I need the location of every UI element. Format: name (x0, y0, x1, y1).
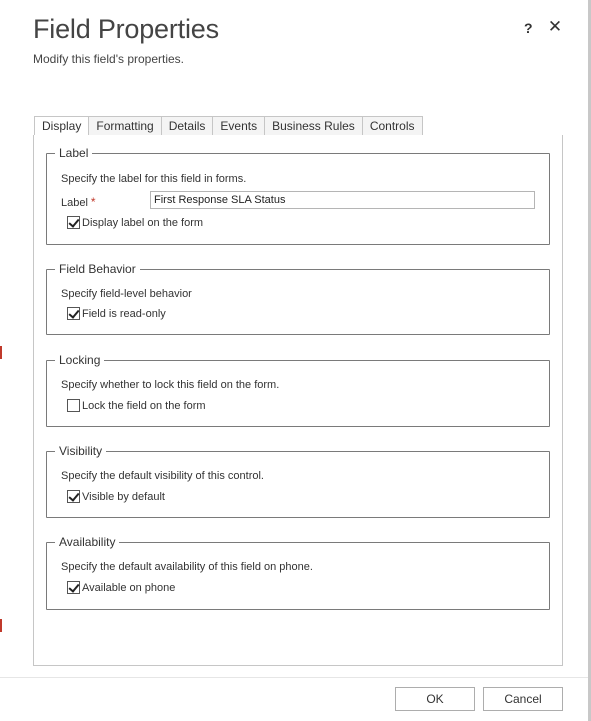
group-availability (46, 535, 550, 610)
dialog-subtitle: Modify this field's properties. (33, 52, 185, 66)
group-description: Specify whether to lock this field on the form. (61, 379, 280, 391)
group-legend: Field Behavior (55, 261, 140, 277)
dialog-title: Field Properties (33, 14, 219, 44)
label-field-text: Label (61, 197, 88, 209)
group-legend: Locking (55, 352, 104, 368)
display-label-checkbox-row (67, 216, 203, 229)
tab-details[interactable]: Details (162, 116, 214, 136)
read-only-checkbox-label[interactable]: Field is read-only (82, 307, 166, 320)
tab-formatting[interactable]: Formatting (89, 116, 161, 136)
label-text-input[interactable] (150, 191, 535, 209)
group-field-behavior (46, 262, 550, 335)
label-field-caption (61, 195, 96, 209)
close-icon[interactable]: ✕ (547, 17, 563, 36)
group-legend: Label (55, 145, 92, 161)
group-description: Specify the default visibility of this control. (61, 470, 264, 482)
lock-field-checkbox-row (67, 399, 206, 412)
cancel-button[interactable]: Cancel (483, 687, 563, 711)
help-icon[interactable]: ? (524, 20, 533, 36)
background-edge-mark (0, 346, 2, 359)
group-label (46, 146, 550, 245)
display-label-checkbox[interactable] (67, 216, 80, 229)
display-label-checkbox-label[interactable]: Display label on the form (82, 216, 204, 229)
available-on-phone-checkbox-row (67, 581, 175, 594)
required-marker: * (90, 195, 96, 209)
group-description: Specify the default availability of this field on phone. (61, 561, 313, 573)
group-locking (46, 353, 550, 427)
available-on-phone-checkbox[interactable] (67, 581, 80, 594)
tab-controls[interactable]: Controls (363, 116, 423, 136)
tab-events[interactable]: Events (213, 116, 265, 136)
read-only-checkbox-row (67, 307, 166, 320)
lock-field-checkbox-label[interactable]: Lock the field on the form (82, 399, 206, 412)
read-only-checkbox[interactable] (67, 307, 80, 320)
tab-business-rules[interactable]: Business Rules (265, 116, 363, 136)
visible-by-default-checkbox-row (67, 490, 165, 503)
tab-display[interactable]: Display (34, 116, 89, 137)
group-description: Specify field-level behavior (61, 288, 192, 300)
group-legend: Visibility (55, 443, 106, 459)
available-on-phone-checkbox-label[interactable]: Available on phone (82, 581, 176, 594)
footer-divider (0, 677, 588, 678)
visible-by-default-checkbox-label[interactable]: Visible by default (82, 490, 165, 503)
tab-strip (34, 116, 423, 136)
lock-field-checkbox[interactable] (67, 399, 80, 412)
visible-by-default-checkbox[interactable] (67, 490, 80, 503)
group-visibility (46, 444, 550, 518)
background-edge-mark (0, 619, 2, 632)
ok-button[interactable]: OK (395, 687, 475, 711)
group-legend: Availability (55, 534, 119, 550)
group-description: Specify the label for this field in forms. (61, 173, 247, 185)
